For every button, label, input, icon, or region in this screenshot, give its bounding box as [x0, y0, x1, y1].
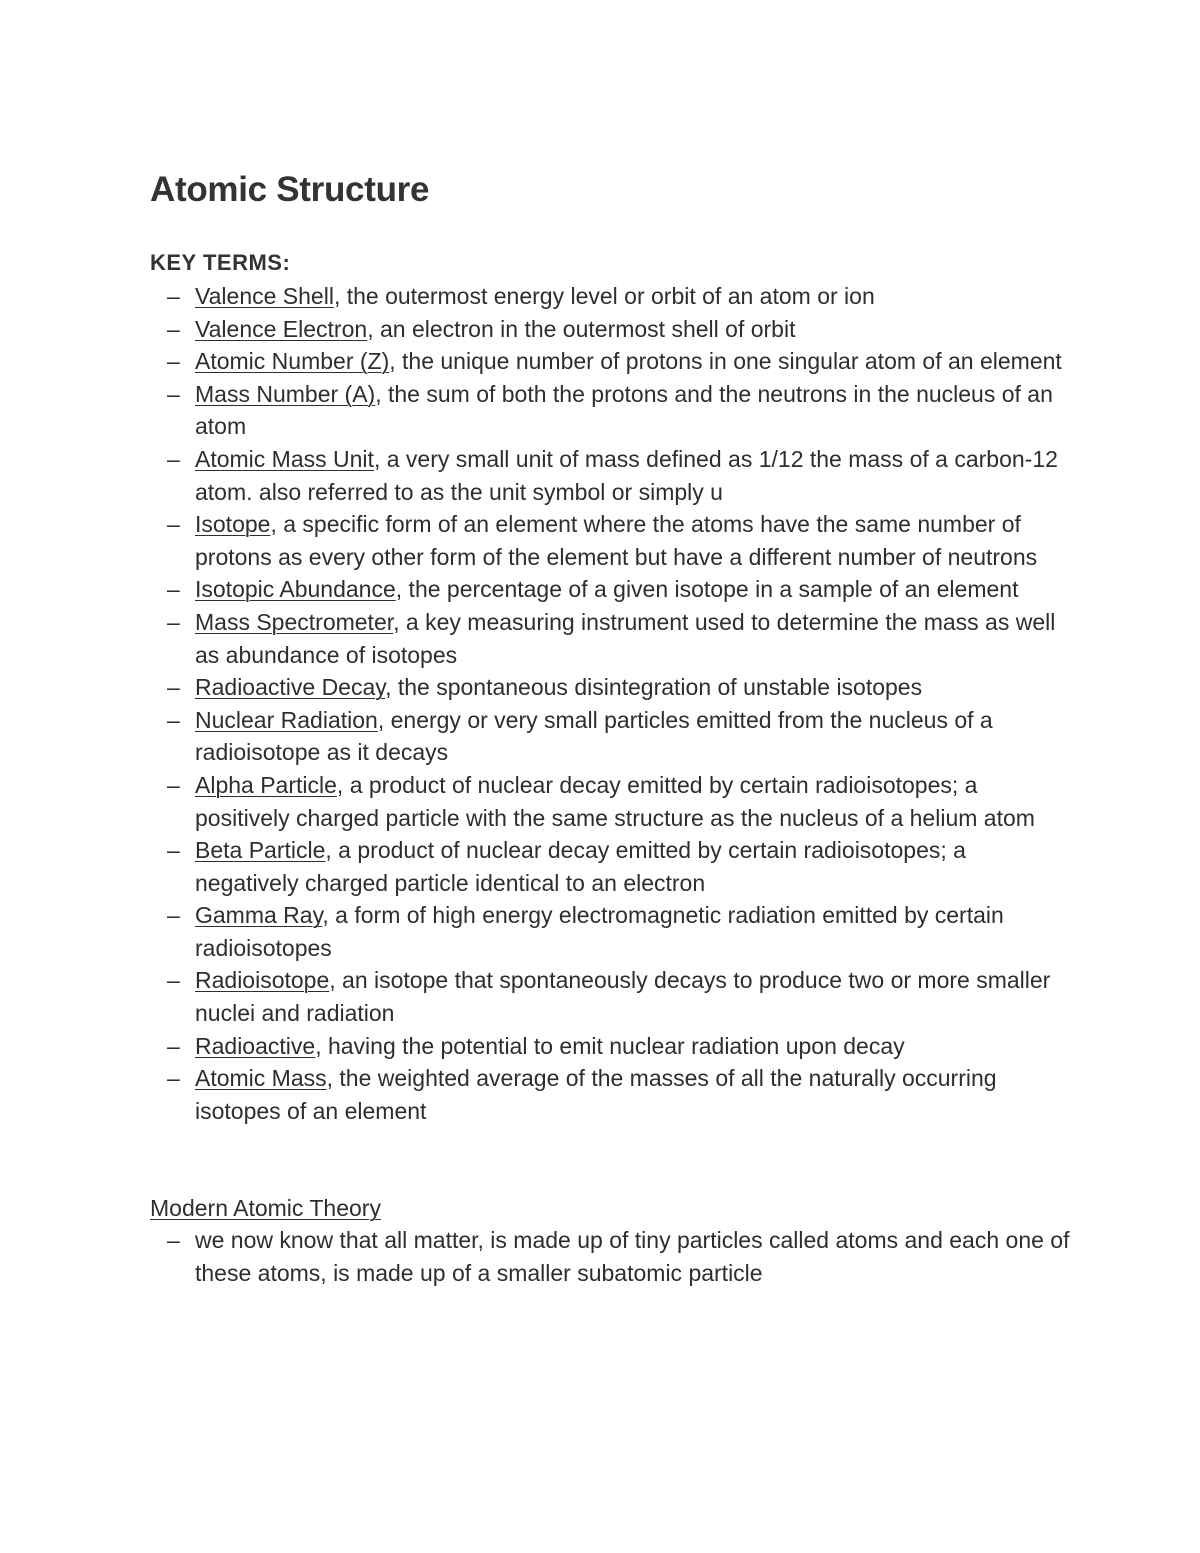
term-name: Mass Number (A)	[195, 380, 376, 407]
list-item	[150, 769, 1070, 834]
term-name: Alpha Particle	[195, 771, 337, 798]
term-name: Isotopic Abundance	[195, 576, 396, 603]
term-name: Nuclear Radiation	[195, 706, 378, 733]
key-terms-list	[150, 280, 1070, 1127]
term-definition: , a product of nuclear decay emitted by certain radioisotopes; a positively charged particle with the same structure as the nucleus of a helium atom	[195, 771, 1035, 831]
term-name: Valence Electron	[195, 315, 368, 342]
list-item	[150, 443, 1070, 508]
term-name: Atomic Mass	[195, 1065, 327, 1092]
list-item: – we now know that all matter, is made up of tiny particles called atoms and each one of these atoms, is made up of a smaller subatomic particle	[150, 1224, 1070, 1289]
term-definition: , an electron in the outermost shell of orbit	[367, 315, 796, 342]
list-item	[150, 313, 1070, 346]
term-definition: , the sum of both the protons and the neutrons in the nucleus of an atom	[195, 380, 1053, 440]
term-name: Isotope	[195, 511, 271, 538]
term-definition: , energy or very small particles emitted from the nucleus of a radioisotope as it decays	[195, 706, 993, 766]
term-name: Radioactive	[195, 1032, 316, 1059]
term-definition: , the weighted average of the masses of all the naturally occurring isotopes of an element	[195, 1065, 997, 1124]
term-name: Radioactive Decay	[195, 674, 386, 701]
term-name: Beta Particle	[195, 837, 326, 864]
term-definition: , the spontaneous disintegration of unstable isotopes	[385, 674, 923, 701]
list-item	[150, 704, 1070, 769]
page-title: Atomic Structure	[150, 170, 430, 209]
term-definition: , a very small unit of mass defined as 1/12 the mass of a carbon-12 atom. also referred to as the unit symbol or simply u	[195, 445, 1058, 505]
list-item	[150, 345, 1070, 378]
term-name: Radioisotope	[195, 967, 330, 994]
modern-theory-list	[150, 1224, 1070, 1289]
list-item	[150, 606, 1070, 671]
term-definition: , the percentage of a given isotope in a sample of an element	[395, 576, 1019, 603]
key-terms-label: KEY TERMS:	[150, 250, 291, 275]
term-definition: , the outermost energy level or orbit of an atom or ion	[333, 283, 875, 309]
list-item	[150, 1030, 1070, 1063]
list-item	[150, 508, 1070, 573]
term-definition: , having the potential to emit nuclear radiation upon decay	[315, 1032, 905, 1059]
list-item	[150, 1062, 1070, 1127]
term-definition: , an isotope that spontaneously decays to produce two or more smaller nuclei and radiation	[195, 967, 1051, 1027]
term-definition: , a specific form of an element where the atoms have the same number of protons as every other form of the element but have a different number of neutrons	[195, 511, 1038, 570]
list-item	[150, 378, 1070, 443]
list-item	[150, 671, 1070, 704]
term-name: Valence Shell	[195, 283, 334, 309]
term-definition: , a form of high energy electromagnetic radiation emitted by certain radioisotopes	[195, 902, 1004, 961]
document-page	[150, 168, 1070, 1290]
modern-atomic-theory-heading: Modern Atomic Theory	[150, 1195, 381, 1222]
list-item	[150, 280, 1070, 313]
term-name: Atomic Mass Unit	[195, 445, 374, 472]
list-item	[150, 899, 1070, 964]
list-item	[150, 573, 1070, 606]
term-definition: , a product of nuclear decay emitted by certain radioisotopes; a negatively charged particle identical to an electron	[195, 837, 966, 896]
term-name: Gamma Ray	[195, 902, 323, 929]
term-definition: , the unique number of protons in one singular atom of an element	[389, 348, 1062, 375]
list-item	[150, 964, 1070, 1029]
term-definition: , a key measuring instrument used to determine the mass as well as abundance of isotopes	[195, 608, 1056, 668]
term-name: Mass Spectrometer	[195, 608, 394, 635]
term-name: Atomic Number (Z)	[195, 348, 390, 375]
list-item	[150, 834, 1070, 899]
